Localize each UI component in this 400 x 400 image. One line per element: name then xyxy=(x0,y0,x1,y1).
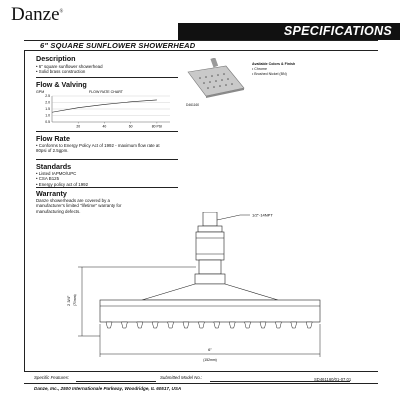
product-code: D461160 xyxy=(186,103,200,107)
height-dimension: 2 3/4" xyxy=(66,295,71,306)
nozzle-icon xyxy=(214,322,220,328)
warranty-text: Danze showerheads are covered by a manufacturer's limited "lifetime" warranty for manufacturing defects. xyxy=(36,198,122,214)
brand-name: Danze xyxy=(11,4,60,25)
colors-finish-heading: Available Colors & Finish xyxy=(252,62,296,66)
nozzle-icon xyxy=(168,322,174,328)
nozzle-icon xyxy=(306,322,312,328)
nozzle-icon xyxy=(137,322,143,328)
title-rule xyxy=(24,50,378,51)
x-tick-label: 60 xyxy=(128,124,133,129)
nozzle-icon xyxy=(106,322,112,328)
company-address: Danze, Inc., 2500 Internationale Parkway, Woodridge, IL 60517, USA xyxy=(34,386,182,391)
divider xyxy=(36,77,178,78)
x-tick-label: 40 xyxy=(102,124,107,129)
y-tick-label: 1.5 xyxy=(45,107,50,112)
description-item: • 6" square sunflower showerhead xyxy=(36,64,176,69)
y-tick-label: 1.0 xyxy=(45,113,50,118)
product-title: 6" SQUARE SUNFLOWER SHOWERHEAD xyxy=(40,41,196,50)
finish-item: • Chrome xyxy=(252,67,287,72)
nozzle-icon xyxy=(198,322,204,328)
flow-rate-list xyxy=(36,143,171,154)
nozzle-icon xyxy=(152,322,158,328)
footer-bottom-rule xyxy=(24,383,378,384)
standards-heading: Standards xyxy=(36,162,72,171)
thread-label: 1/2"-14NPT xyxy=(252,212,273,218)
flow-rate-chart xyxy=(30,88,180,130)
standards-item: • Listed IAPMO/UPC xyxy=(36,171,176,176)
nozzle-icon xyxy=(121,322,127,328)
description-list xyxy=(36,64,176,75)
nozzle-icon xyxy=(291,322,297,328)
left-border xyxy=(24,50,25,371)
y-tick-label: 2.0 xyxy=(45,100,50,105)
y-tick-label: 0.5 xyxy=(45,120,50,125)
divider xyxy=(36,159,178,160)
description-item: • Solid brass construction xyxy=(36,69,176,74)
document-code: SD461160/01-07.01 xyxy=(314,377,352,382)
height-mm: (70mm) xyxy=(73,294,77,306)
standards-item: • CSA B125 xyxy=(36,176,176,181)
brand-logo xyxy=(11,4,63,26)
technical-drawing xyxy=(60,212,350,362)
x-tick-label: 20 xyxy=(76,124,81,129)
standards-list xyxy=(36,171,176,187)
description-heading: Description xyxy=(36,54,76,63)
flow-series-line xyxy=(52,100,157,112)
y-axis-label: GPM xyxy=(36,90,45,94)
nozzle-icon xyxy=(245,322,251,328)
y-tick-label: 2.5 xyxy=(45,94,50,99)
divider xyxy=(36,187,178,188)
width-dimension: 6" xyxy=(208,347,212,352)
flow-valving-heading: Flow & Valving xyxy=(36,80,87,89)
specifications-banner xyxy=(178,23,400,40)
specific-features-label: Specific Features: xyxy=(34,375,70,380)
footer-top-rule xyxy=(24,371,378,372)
nozzle-icon xyxy=(183,322,189,328)
submitted-model-label: Submitted Model No.: xyxy=(160,375,203,380)
width-mm: (152mm) xyxy=(203,358,217,362)
specific-features-line xyxy=(76,381,156,382)
nozzle-icon xyxy=(275,322,281,328)
finish-item: • Brushed Nickel (BN) xyxy=(252,72,287,77)
divider xyxy=(36,131,178,132)
flow-rate-heading: Flow Rate xyxy=(36,134,70,143)
showerhead-product-image xyxy=(186,58,250,104)
nozzle-icon xyxy=(229,322,235,328)
colors-finish-list xyxy=(252,67,287,76)
x-tick-label: 80 PSI xyxy=(151,124,162,129)
nozzle-icon xyxy=(260,322,266,328)
registered-mark: ® xyxy=(59,9,64,15)
chart-title: FLOW RATE CHART xyxy=(88,90,124,94)
warranty-heading: Warranty xyxy=(36,189,67,198)
flow-rate-item: • Conforms to Energy Policy Act of 1992 - maximum flow rate at 80psi of 2.5gpm. xyxy=(36,143,171,154)
banner-title: SPECIFICATIONS xyxy=(283,24,392,38)
standards-item: • Energy policy act of 1992 xyxy=(36,182,176,187)
